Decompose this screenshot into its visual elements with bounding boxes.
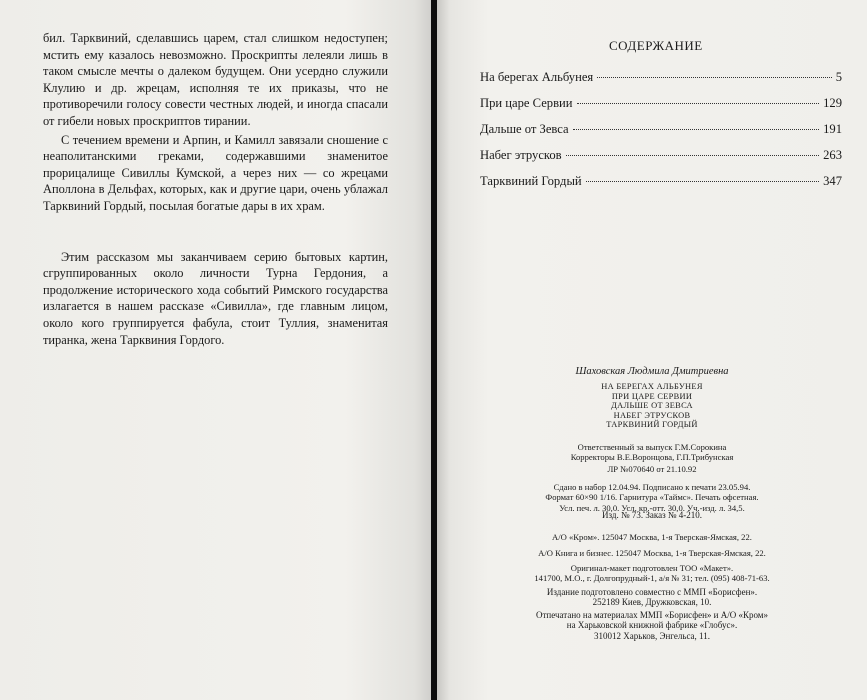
imprint-printer [437,610,867,641]
toc-leader-dots [577,103,820,104]
imprint-print-details [437,482,867,513]
imprint-publisher-krom: А/О «Кром». 125047 Москва, 1-я Тверская-Ямская, 22. [552,532,752,542]
toc-entry-title: Тарквиний Гордый [480,174,582,188]
imprint-responsible: Ответственный за выпуск Г.М.Сорокина [577,442,727,452]
toc-entry-title: Набег этрусков [480,148,562,162]
toc-leader-dots [566,155,819,156]
toc-entry [480,96,842,122]
imprint-line: 310012 Харьков, Энгельса, 11. [594,630,710,641]
toc-entry [480,174,842,200]
table-of-contents [480,70,842,200]
imprint-staff [437,442,867,463]
imprint-title-line: НА БЕРЕГАХ АЛЬБУНЕЯ [601,382,703,391]
imprint-license: ЛР №070640 от 21.10.92 [607,464,697,474]
imprint-title-line: НАБЕГ ЭТРУСКОВ [613,410,691,420]
imprint-line: 141700, М.О., г. Долгопрудный-1, а/я № 31; тел. (095) 408-71-63. [534,573,770,584]
toc-entry-page: 129 [823,96,842,110]
paragraph: бил. Тарквиний, сделавшись царем, стал слишком недоступен; мстить ему казалось невозможно. Проскрипты лелеяли лишь в таком смысле мечты о далеком будущем. Они усердно служили Клулию и др. жрецам, исполняя те их приказы, что не противоречили голосу совести честных людей, и иногда спасали от гибели новых проскриптов тирании. [43,31,388,128]
toc-entry-page: 347 [823,174,842,188]
left-page [0,0,432,700]
imprint-layout [437,563,867,584]
imprint-line: Усл. печ. л. 30,0. Усл. кр.-отт. 30,0. Уч.-изд. л. 34,5. [559,502,745,513]
imprint-order: Изд. № 73. Заказ № 4-210. [602,510,702,520]
toc-leader-dots [597,77,831,78]
left-page-text [43,30,388,348]
imprint-line: Издание подготовлено совместно с ММП «Борисфен». [546,587,758,597]
imprint-title-line: ТАРКВИНИЙ ГОРДЫЙ [606,420,698,430]
toc-entry-page: 5 [835,70,842,84]
imprint-author: Шаховская Людмила Дмитриевна [575,366,729,377]
imprint-line: Формат 60×90 1/16. Гарнитура «Таймс». Печать офсетная. [545,492,759,503]
paragraph: Этим рассказом мы заканчиваем серию бытовых картин, сгруппированных около личности Турна Гердония, а продолжение исторического хода событий Римского государства излагается в нашем рассказе «Сивилла», где главным лицом, около кого группируется фабула, стоит Туллия, знаменитая тиранка, жена Тарквиния Гордого. [43,249,388,347]
toc-entry [480,148,842,174]
toc-entry-page: 191 [823,122,842,136]
toc-leader-dots [586,181,819,182]
toc-entry-title: Дальше от Зевса [480,122,569,136]
imprint-publisher-kniga: А/О Книга и бизнес. 125047 Москва, 1-я Тверская-Ямская, 22. [538,548,766,558]
imprint-titles [437,382,867,430]
toc-title: СОДЕРЖАНИЕ [609,38,703,53]
toc-leader-dots [573,129,819,130]
imprint-line: Сдано в набор 12.04.94. Подписано к печати 23.05.94. [553,482,751,492]
toc-entry-title: На берегах Альбунея [480,70,594,84]
toc-entry-page: 263 [823,148,842,162]
imprint-title-line: ПРИ ЦАРЕ СЕРВИИ [611,391,693,401]
imprint-line: Отпечатано на материалах ММП «Борисфен» и А/О «Кром» [535,610,768,620]
imprint-line: на Харьковской книжной фабрике «Глобус». [566,620,738,631]
toc-entry [480,70,842,96]
imprint-line: 252189 Киев, Дружковская, 10. [592,597,712,608]
imprint-line: Оригинал-макет подготовлен ТОО «Макет». [570,563,734,573]
paragraph: С течением времени и Арпин, и Камилл завязали сношение с неаполитанскими греками, содержавшими знаменитое прорицалище Сивиллы Кумской, а через них — со жрецами Аполлона в Дельфах, которых, как и другие цари, очень ублажал Тарквиний Гордый, посылая богатые дары в их храм. [43,132,388,213]
right-page [437,0,867,700]
imprint-co-edition [437,587,867,608]
imprint-proofreaders: Корректоры В.Е.Воронцова, Г.П.Трибунская [570,452,734,463]
imprint-title-line: ДАЛЬШЕ ОТ ЗЕВСА [611,401,693,411]
toc-entry-title: При царе Сервии [480,96,573,110]
toc-entry [480,122,842,148]
